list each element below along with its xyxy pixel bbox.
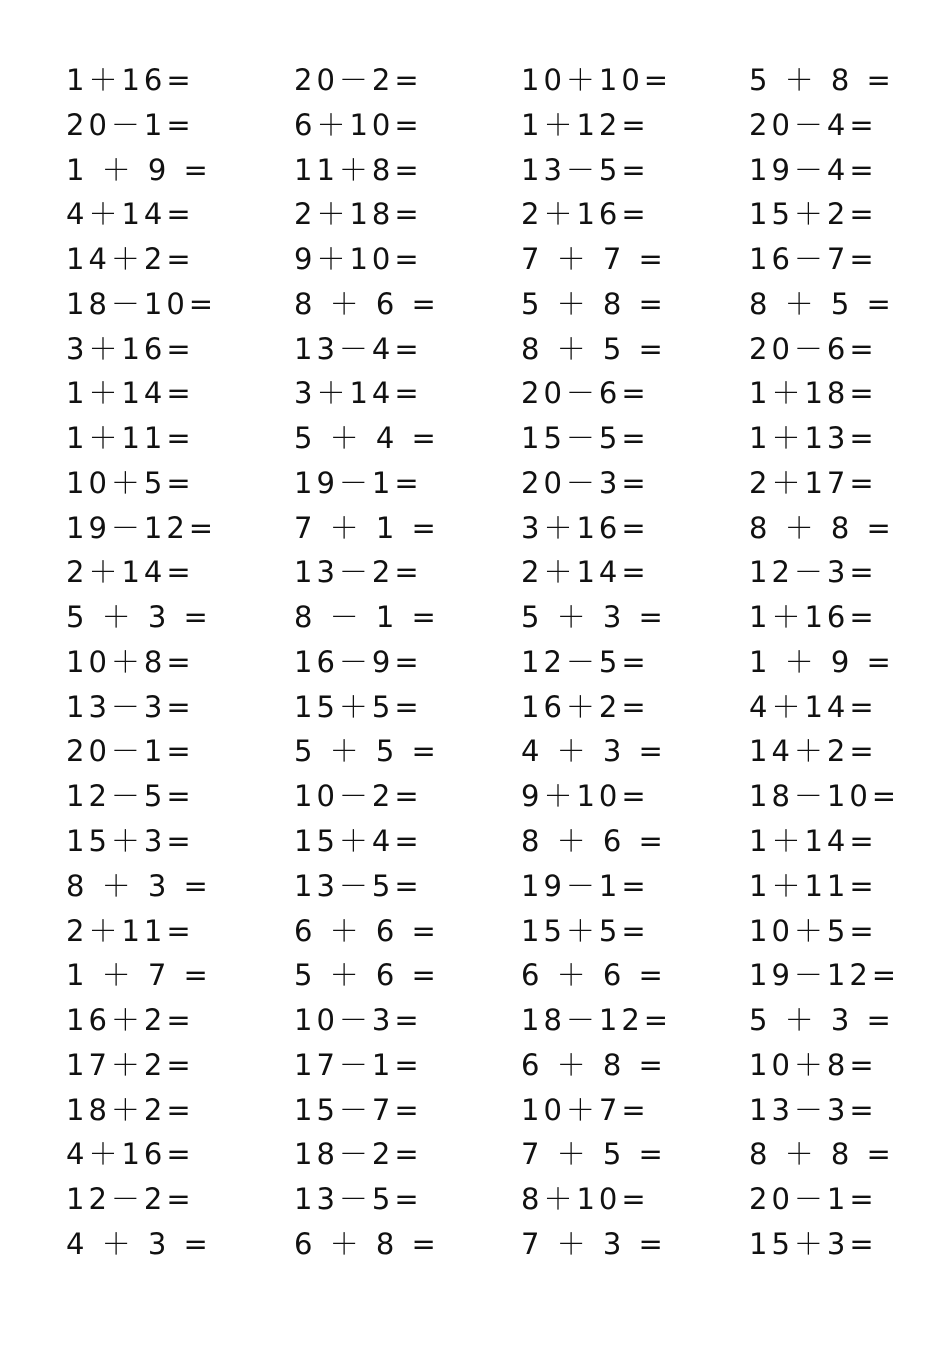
math-problem: 8 ＋ 5 = [521, 331, 667, 366]
math-problem: 20－1= [66, 107, 195, 142]
math-problem: 15＋5= [294, 689, 423, 724]
math-problem: 20－1= [66, 734, 195, 769]
problem-column-4 [749, 58, 949, 1267]
math-problem: 4＋14= [66, 197, 195, 232]
math-problem: 1＋11= [66, 421, 195, 456]
math-problem: 10－3= [294, 1003, 423, 1038]
math-problem: 12－3= [749, 555, 878, 590]
math-problem: 20－4= [749, 107, 878, 142]
math-problem: 8 ＋ 6 = [294, 286, 440, 321]
math-problem: 1＋16= [66, 63, 195, 97]
math-problem: 2＋16= [521, 197, 650, 232]
math-problem: 20－3= [521, 465, 650, 500]
math-problem: 4＋14= [749, 689, 878, 724]
math-problem: 10＋10= [521, 63, 673, 97]
math-problem: 9＋10= [294, 242, 423, 277]
math-problem: 3＋16= [521, 510, 650, 545]
math-problem: 1＋11= [749, 868, 878, 903]
math-problem: 6 ＋ 6 = [294, 913, 440, 948]
math-problem: 14＋2= [749, 734, 878, 769]
math-problem: 1 ＋ 9 = [66, 152, 212, 187]
math-problem: 12－2= [66, 1182, 195, 1217]
math-problem: 15＋3= [749, 1226, 878, 1261]
math-problem: 5 ＋ 3 = [521, 600, 667, 635]
math-problem: 13－5= [294, 868, 423, 903]
problem-column-3 [521, 58, 721, 1267]
math-problem: 13－5= [294, 1182, 423, 1217]
math-problem: 3＋14= [294, 376, 423, 411]
math-problem: 8＋10= [521, 1182, 650, 1217]
math-problem: 15＋4= [294, 824, 423, 859]
math-problem: 18－10= [66, 286, 218, 321]
math-problem: 18－2= [294, 1137, 423, 1172]
math-problem: 18＋2= [66, 1092, 195, 1127]
math-problem: 4 ＋ 3 = [66, 1226, 212, 1261]
math-problem: 8 ＋ 3 = [66, 868, 212, 903]
math-problem: 10＋8= [749, 1047, 878, 1082]
math-problem: 13－3= [749, 1092, 878, 1127]
math-problem: 13－2= [294, 555, 423, 590]
problem-column-2 [294, 58, 494, 1267]
math-problem: 5 ＋ 5 = [294, 734, 440, 769]
math-problem: 13－3= [66, 689, 195, 724]
math-problem: 17－1= [294, 1047, 423, 1082]
math-problem: 10＋8= [66, 644, 195, 679]
math-problem: 17＋2= [66, 1047, 195, 1082]
math-problem: 8 ＋ 6 = [521, 824, 667, 859]
math-problem: 19－1= [521, 868, 650, 903]
math-problem: 15＋5= [521, 913, 650, 948]
math-problem: 7 ＋ 1 = [294, 510, 440, 545]
math-problem: 7 ＋ 5 = [521, 1137, 667, 1172]
math-problem: 8 ＋ 5 = [749, 286, 895, 321]
math-problem: 3＋16= [66, 331, 195, 366]
math-problem: 2＋11= [66, 913, 195, 948]
math-problem: 15－5= [521, 421, 650, 456]
math-problem: 10＋5= [749, 913, 878, 948]
math-problem: 1＋13= [749, 421, 878, 456]
math-problem: 19－12= [749, 958, 901, 993]
math-problem: 10－2= [294, 779, 423, 814]
math-problem: 20－1= [749, 1182, 878, 1217]
math-problem: 2＋14= [66, 555, 195, 590]
math-problem: 6 ＋ 6 = [521, 958, 667, 993]
math-problem: 16－9= [294, 644, 423, 679]
math-problem: 20－2= [294, 63, 423, 97]
math-problem: 4 ＋ 3 = [521, 734, 667, 769]
math-problem: 19－1= [294, 465, 423, 500]
problem-column-1 [66, 58, 266, 1267]
math-problem: 6 ＋ 8 = [521, 1047, 667, 1082]
math-problem: 15－7= [294, 1092, 423, 1127]
math-problem: 16＋2= [521, 689, 650, 724]
math-problem: 18－12= [521, 1003, 673, 1038]
math-problem: 18－10= [749, 779, 901, 814]
math-problem: 11＋8= [294, 152, 423, 187]
math-problem: 1 ＋ 7 = [66, 958, 212, 993]
math-problem: 16－7= [749, 242, 878, 277]
math-problem: 6 ＋ 8 = [294, 1226, 440, 1261]
math-problem: 7 ＋ 7 = [521, 242, 667, 277]
math-problem: 10＋5= [66, 465, 195, 500]
math-problem: 12－5= [521, 644, 650, 679]
math-problem: 2＋14= [521, 555, 650, 590]
math-problem: 16＋2= [66, 1003, 195, 1038]
math-problem: 8 － 1 = [294, 600, 440, 635]
math-problem: 2＋18= [294, 197, 423, 232]
math-problem: 1＋18= [749, 376, 878, 411]
math-problem: 5 ＋ 6 = [294, 958, 440, 993]
math-problem: 12－5= [66, 779, 195, 814]
math-problem: 15＋2= [749, 197, 878, 232]
math-problem: 2＋17= [749, 465, 878, 500]
math-problem: 1＋16= [749, 600, 878, 635]
math-problem: 14＋2= [66, 242, 195, 277]
math-problem: 5 ＋ 8 = [749, 63, 895, 97]
math-problem: 5 ＋ 4 = [294, 421, 440, 456]
math-problem: 6＋10= [294, 107, 423, 142]
math-problem: 19－12= [66, 510, 218, 545]
math-problem: 5 ＋ 3 = [749, 1003, 895, 1038]
math-problem: 5 ＋ 3 = [66, 600, 212, 635]
math-problem: 1＋12= [521, 107, 650, 142]
math-problem: 9＋10= [521, 779, 650, 814]
math-problem: 1＋14= [66, 376, 195, 411]
math-problem: 1＋14= [749, 824, 878, 859]
math-problem: 15＋3= [66, 824, 195, 859]
math-problem: 4＋16= [66, 1137, 195, 1172]
math-problem: 7 ＋ 3 = [521, 1226, 667, 1261]
math-problem: 8 ＋ 8 = [749, 1137, 895, 1172]
math-problem: 8 ＋ 8 = [749, 510, 895, 545]
math-problem: 20－6= [749, 331, 878, 366]
math-problem: 13－5= [521, 152, 650, 187]
math-problem: 19－4= [749, 152, 878, 187]
math-problem: 20－6= [521, 376, 650, 411]
math-problem: 5 ＋ 8 = [521, 286, 667, 321]
math-problem: 1 ＋ 9 = [749, 644, 895, 679]
math-problem: 13－4= [294, 331, 423, 366]
math-problem: 10＋7= [521, 1092, 650, 1127]
